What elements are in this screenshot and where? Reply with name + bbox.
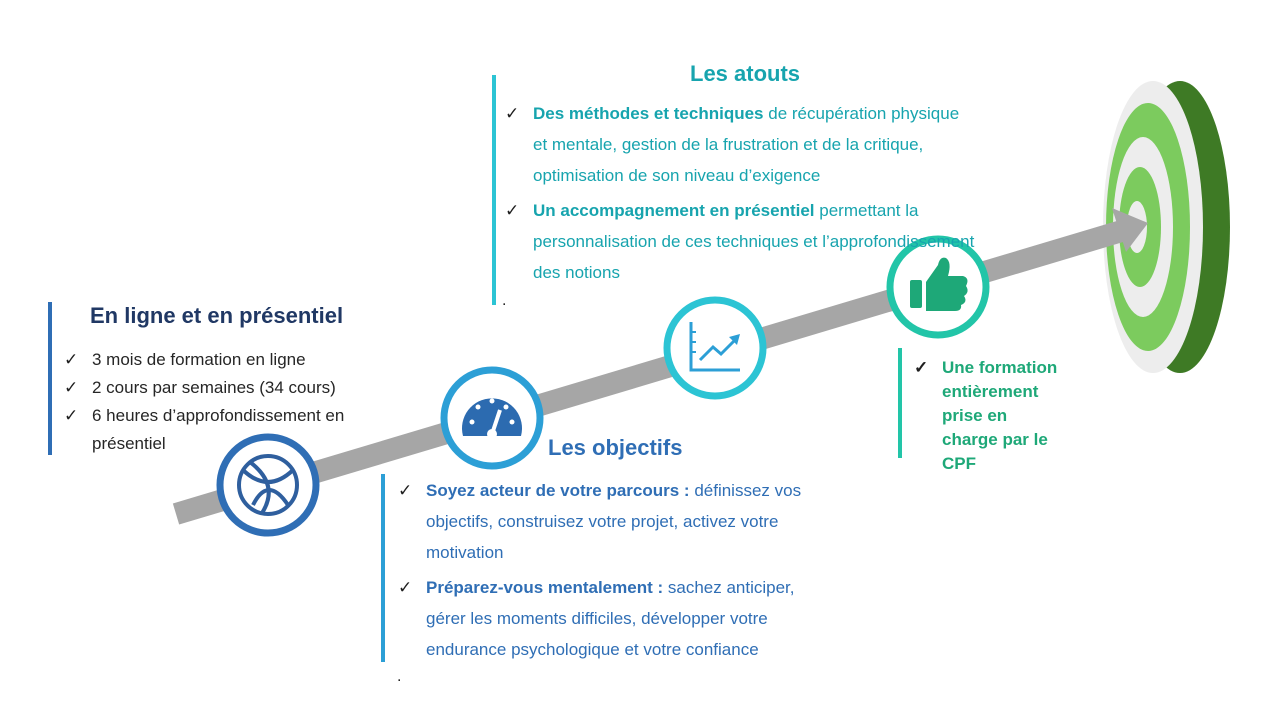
en-ligne-list	[64, 346, 394, 458]
panel-accent-bar	[492, 75, 496, 305]
check-icon: ✓	[64, 350, 79, 369]
panel-title: En ligne et en présentiel	[90, 303, 344, 328]
panel-accent-bar	[381, 474, 385, 662]
list-item-lead: Préparez-vous mentalement :	[426, 578, 664, 597]
atouts-list	[505, 98, 975, 288]
panel-accent-bar	[48, 302, 52, 455]
list-item-text: 6 heures d’approfondissement en présentiel	[92, 406, 345, 453]
check-icon: ✓	[505, 104, 520, 123]
list-item	[64, 374, 394, 402]
list-item-text: 2 cours par semaines (34 cours)	[92, 378, 336, 397]
growth-chart-icon	[667, 300, 763, 396]
list-item-text: 3 mois de formation en ligne	[92, 350, 306, 369]
list-item-lead: Des méthodes et techniques	[533, 104, 764, 123]
list-item-text: permettant la personnalisation de ces techniques et l’approfondissement des notions	[533, 201, 975, 282]
check-icon: ✓	[64, 378, 79, 397]
list-item	[64, 346, 394, 374]
panel-title: Les objectifs	[548, 435, 683, 460]
check-icon: ✓	[914, 358, 929, 377]
list-item-text: de récupération physique et mentale, gestion de la frustration et de la critique, optimisation de son niveau d’exigence	[533, 104, 960, 185]
speedometer-icon	[444, 370, 540, 466]
cpf-text: Une formation entièrement prise en charge par le CPF	[942, 358, 1058, 473]
panel-title: Les atouts	[690, 61, 801, 86]
panel-accent-bar	[898, 348, 902, 458]
list-item	[914, 356, 1064, 476]
list-item	[505, 195, 975, 288]
list-item	[398, 572, 838, 665]
check-icon: ✓	[64, 406, 79, 425]
objectifs-list	[398, 475, 838, 665]
list-item-lead: Soyez acteur de votre parcours :	[426, 481, 690, 500]
check-icon: ✓	[398, 481, 413, 500]
list-item	[505, 98, 975, 191]
cpf-list	[914, 356, 1064, 476]
trailing-dot: .	[502, 292, 507, 309]
list-item-text: définissez vos objectifs, construisez votre projet, activez votre motivation	[426, 481, 802, 562]
list-item	[398, 475, 838, 568]
check-icon: ✓	[505, 201, 520, 220]
list-item-lead: Un accompagnement en présentiel	[533, 201, 815, 220]
check-icon: ✓	[398, 578, 413, 597]
trailing-dot: .	[397, 668, 402, 685]
list-item	[64, 402, 394, 458]
list-item-text: sachez anticiper, gérer les moments difficiles, développer votre endurance psychologique et votre confiance	[426, 578, 795, 659]
